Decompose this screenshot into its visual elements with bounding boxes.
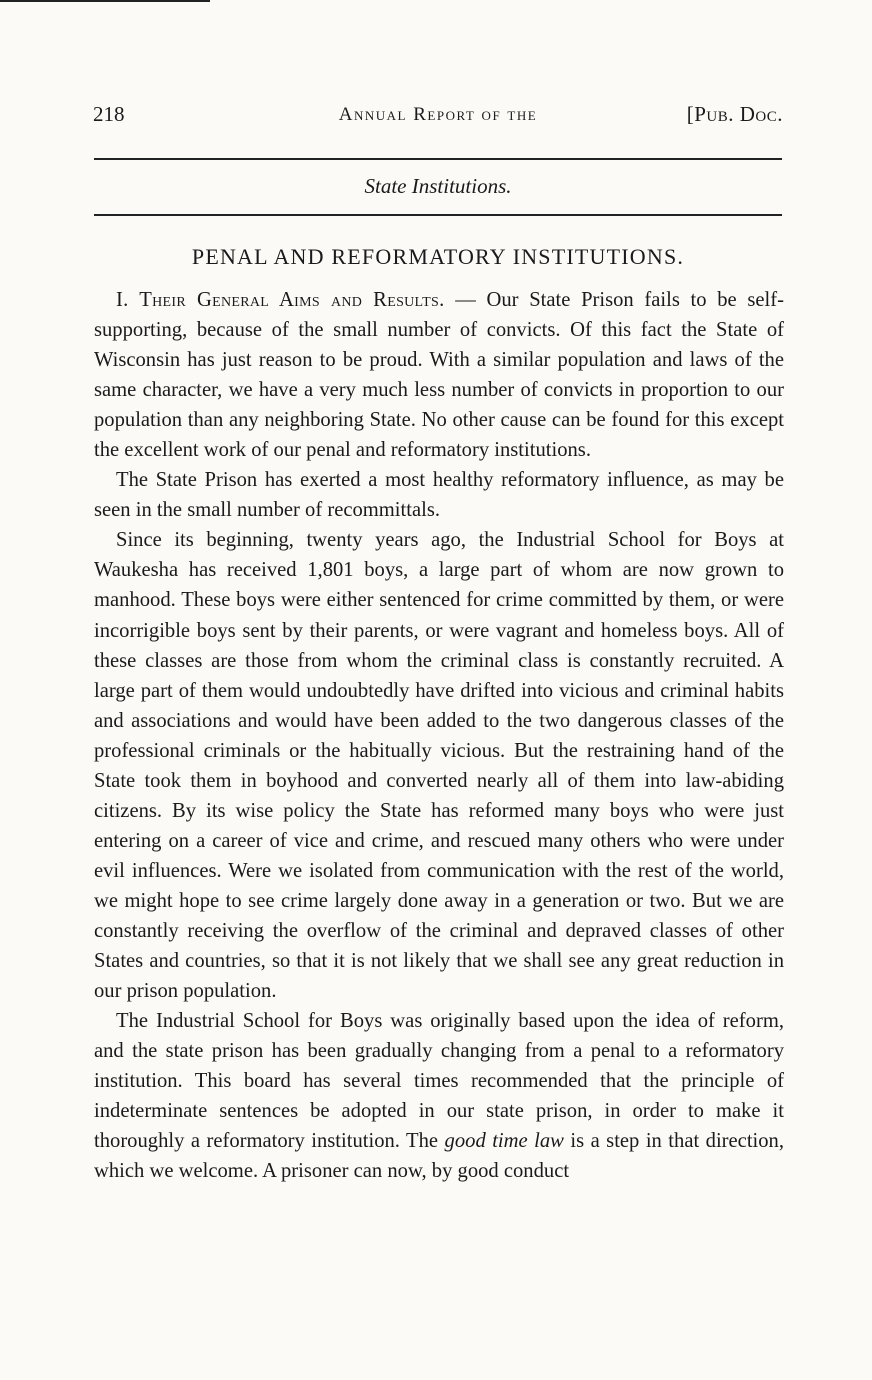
- paragraph-4: [94, 1006, 784, 1186]
- page-top-edge-line: [0, 0, 210, 2]
- paragraph-2: The State Prison has exerted a most healthy reformatory influence, as may be seen in the small number of recommittals.: [94, 469, 784, 522]
- paragraph-4-text-after: is a step in that direction, which we welcome. A prisoner can now, by good conduct: [94, 1130, 784, 1183]
- running-head: Annual Report of the: [338, 104, 538, 125]
- page-header: [93, 102, 783, 132]
- chapter-title: PENAL AND REFORMATORY INSTITUTIONS.: [191, 244, 685, 269]
- paragraph-4-emphasis: good time law: [444, 1130, 564, 1153]
- paragraph-1: [94, 285, 784, 465]
- document-type: [Pub. Doc.: [686, 102, 783, 126]
- paragraph-1-heading: I. Their General Aims and Results.: [116, 289, 445, 311]
- paragraph-4-text-before: The Industrial School for Boys was originally based upon the idea of reform, and the state prison has been gradually changing from a penal to a reformatory institution. This board has several times recommended that the principle of indeterminate sentences be adopted in our state prison, in order to make it thoroughly a reformatory institution. The: [94, 1010, 784, 1153]
- paragraph-1-text: — Our State Prison fails to be self-supporting, because of the small number of convicts. Of this fact the State of Wisconsin has just reason to be proud. With a similar population and laws of the same character, we have a very much less number of convicts in proportion to our population than any neighboring State. No other cause can be found for this except the excellent work of our penal and reformatory institutions.: [94, 289, 784, 462]
- header-rule-bottom: [94, 214, 782, 216]
- paragraph-3: Since its beginning, twenty years ago, the Industrial School for Boys at Waukesha has received 1,801 boys, a large part of whom are now grown to manhood. These boys were either sentenced for crime committed by them, or were incorrigible boys sent by their parents, or were vagrant and homeless boys. All of these classes are those from whom the criminal class is constantly recruited. A large part of them would undoubtedly have drifted into vicious and criminal habits and associations and would have been added to the two dangerous classes of the professional criminals or the habitually vicious. But the restraining hand of the State took them in boyhood and converted nearly all of them into law-abiding citizens. By its wise policy the State has reformed many boys who were just entering on a career of vice and crime, and rescued many others who were under evil influences. Were we isolated from communication with the rest of the world, we might hope to see crime largely done away in a generation or two. But we are constantly receiving the overflow of the criminal and depraved classes of other States and countries, so that it is not likely that we shall see any great reduction in our prison population.: [94, 529, 784, 1003]
- header-rule-top: [94, 158, 782, 160]
- page-number: 218: [93, 102, 125, 126]
- body-text: [94, 285, 784, 1186]
- section-heading: State Institutions.: [364, 174, 512, 198]
